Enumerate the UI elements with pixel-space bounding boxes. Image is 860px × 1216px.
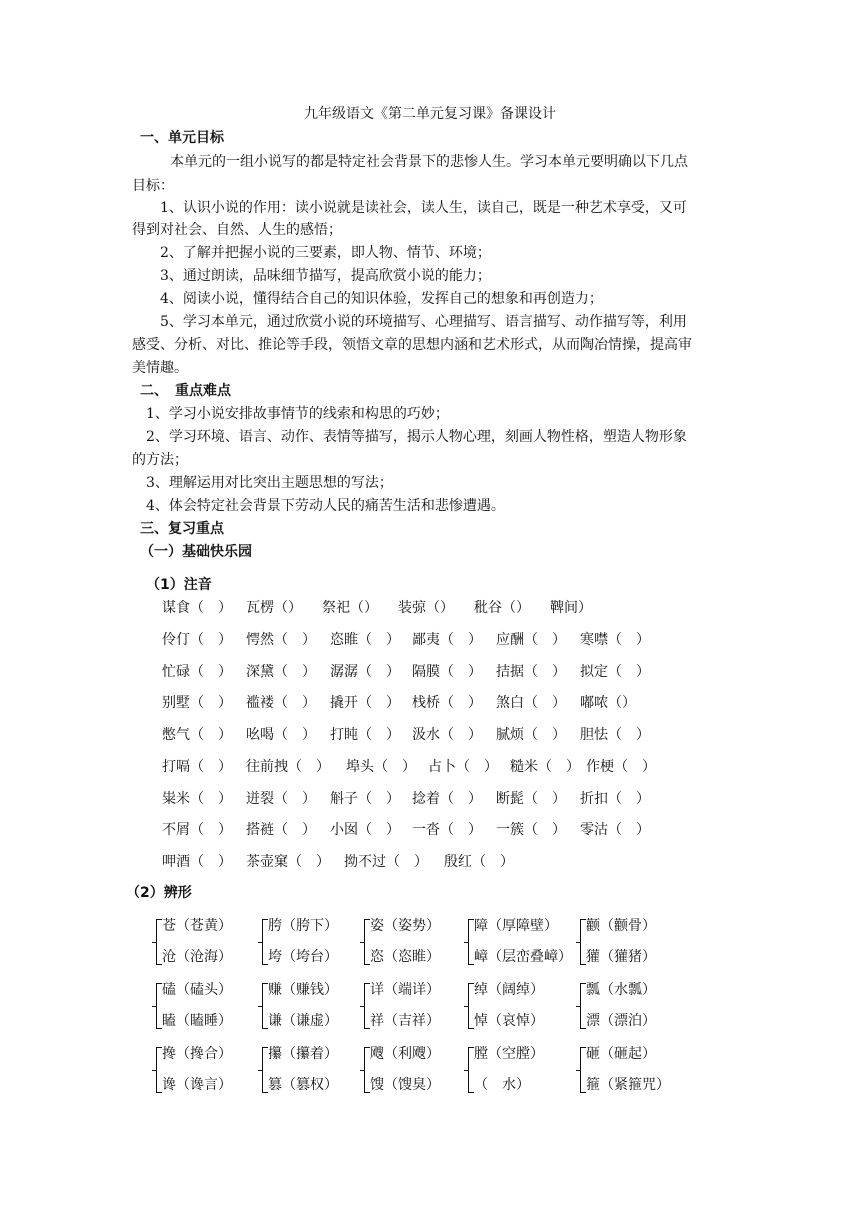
character-pair-item: 谦（谦虚） — [268, 1013, 338, 1029]
pinyin-item: 恣睢（ ） — [330, 632, 400, 648]
pinyin-item: 装弶（） — [398, 600, 454, 616]
pinyin-item: 一簇（ ） — [496, 822, 566, 838]
pinyin-item: 打嗝（ ） — [162, 759, 232, 775]
pinyin-item: 往前拽（ ） — [246, 759, 330, 775]
paragraph-line: 2、学习环境、语言、动作、表情等描写，揭示人物心理，刻画人物性格，塑造人物形象 — [146, 429, 687, 445]
character-pair-item: 胯（胯下） — [268, 918, 338, 934]
character-pair-item: 瞌（瞌睡） — [162, 1013, 232, 1029]
paragraph-line: 4、体会特定社会背景下劳动人民的痛苦生活和悲惨遭遇。 — [146, 498, 505, 514]
character-pair-item: 磕（磕头） — [162, 982, 232, 998]
pinyin-item: 隔膜（ ） — [412, 664, 482, 680]
character-pair-item: 砸（砸起） — [586, 1046, 656, 1062]
pinyin-item: 迸裂（ ） — [246, 791, 316, 807]
pinyin-item: 汲水（ ） — [412, 727, 482, 743]
pinyin-item: 潺潺（ ） — [330, 664, 400, 680]
pinyin-item: 栈桥（ ） — [412, 695, 482, 711]
character-pair-item: 飕（利飕） — [370, 1046, 440, 1062]
subsection-heading-basics: （一）基础快乐园 — [140, 544, 252, 560]
pinyin-item: 呷酒（ ） — [162, 854, 232, 870]
pinyin-item: 斛子（ ） — [330, 791, 400, 807]
character-pair-item: 瓢（水瓢） — [586, 982, 656, 998]
pinyin-item: 一沓（ ） — [412, 822, 482, 838]
paragraph-line: 本单元的一组小说写的都是特定社会背景下的悲惨人生。学习本单元要明确以下几点 — [170, 154, 688, 170]
character-pair-item: 详（端详） — [370, 982, 440, 998]
pinyin-item: 应酬（ ） — [496, 632, 566, 648]
pinyin-item: 作梗（ ） — [586, 759, 656, 775]
character-pair-item: 馊（馊臭） — [370, 1077, 440, 1093]
pinyin-item: 祭祀（） — [322, 600, 378, 616]
paragraph-line: 感受、分析、对比、推论等手段，领悟文章的思想内涵和艺术形式，从而陶冶情操，提高审 — [132, 337, 692, 353]
character-pair-item: 沧（沧海） — [162, 949, 232, 965]
pinyin-item: 小囡（ ） — [330, 822, 400, 838]
character-pair-item: 障（厚障壁） — [474, 918, 558, 934]
pinyin-item: 煞白（ ） — [496, 695, 566, 711]
pinyin-item: 腻烦（ ） — [496, 727, 566, 743]
character-pair-item: 赚（赚钱） — [268, 982, 338, 998]
pinyin-item: 拗不过（ ） — [344, 854, 428, 870]
pinyin-item: 打盹（ ） — [330, 727, 400, 743]
pinyin-item: 拟定（ ） — [580, 664, 650, 680]
pinyin-item: 寒噤（ ） — [580, 632, 650, 648]
pinyin-item: 拮据（ ） — [496, 664, 566, 680]
character-pair-item: 悼（哀悼） — [474, 1013, 544, 1029]
pinyin-item: 不屑（ ） — [162, 822, 232, 838]
section-heading-review: 三、复习重点 — [140, 521, 224, 537]
paragraph-line: 4、阅读小说，懂得结合自己的知识体验，发挥自己的想象和再创造力； — [160, 291, 603, 307]
character-pair-item: 颧（颧骨） — [586, 918, 656, 934]
character-pair-item: 谗（谗言） — [162, 1077, 232, 1093]
character-pair-item: 攥（攥着） — [268, 1046, 338, 1062]
pinyin-item: 深黛（ ） — [246, 664, 316, 680]
pinyin-item: 胆怯（ ） — [580, 727, 650, 743]
pinyin-item: 鄙夷（ ） — [412, 632, 482, 648]
pinyin-item: 愕然（ ） — [246, 632, 316, 648]
pinyin-item: 吆喝（ ） — [246, 727, 316, 743]
paragraph-line: 得到对社会、自然、人生的感悟； — [132, 222, 342, 238]
character-pair-item: 苍（苍黄） — [162, 918, 232, 934]
paragraph-line: 1、认识小说的作用：读小说就是读社会，读人生，读自己，既是一种艺术享受，又可 — [160, 200, 687, 216]
character-pair-item: 篡（篡权） — [268, 1077, 338, 1093]
section-heading-difficulties: 二、 重点难点 — [140, 383, 231, 399]
paragraph-line: 3、理解运用对比突出主题思想的写法； — [146, 475, 393, 491]
character-pair-item: 姿（姿势） — [370, 918, 440, 934]
pinyin-item: 憋气（ ） — [162, 727, 232, 743]
character-pair-item: 獾（獾猪） — [586, 949, 656, 965]
section-heading-goals: 一、单元目标 — [140, 130, 224, 146]
paragraph-line: 2、了解并把握小说的三要素，即人物、情节、环境； — [160, 245, 491, 261]
character-pair-item: （ 水） — [474, 1077, 530, 1093]
paragraph-line: 3、通过朗读，品味细节描写，提高欣赏小说的能力； — [160, 268, 491, 284]
pinyin-item: 占卜（ ） — [428, 759, 498, 775]
pinyin-item: 捻着（ ） — [412, 791, 482, 807]
pinyin-item: 糙米（ ） — [510, 759, 580, 775]
pinyin-item: 零沽（ ） — [580, 822, 650, 838]
paragraph-line: 美情趣。 — [132, 360, 188, 376]
pinyin-item: 嘟哝（） — [580, 695, 636, 711]
pinyin-item: 忙碌（ ） — [162, 664, 232, 680]
pinyin-item: 瓦楞（） — [246, 600, 302, 616]
character-pair-item: 祥（吉祥） — [370, 1013, 440, 1029]
paragraph-line: 目标： — [132, 178, 174, 194]
paragraph-line: 5、学习本单元，通过欣赏小说的环境描写、心理描写、语言描写、动作描写等，利用 — [160, 314, 687, 330]
pinyin-item: 伶仃（ ） — [162, 632, 232, 648]
pinyin-item: 撬开（ ） — [330, 695, 400, 711]
pinyin-item: 茶壶窠（ ） — [246, 854, 330, 870]
pinyin-item: 褴褛（ ） — [246, 695, 316, 711]
pinyin-item: 搭裢（ ） — [246, 822, 316, 838]
character-pair-item: 搀（搀合） — [162, 1046, 232, 1062]
pinyin-item: 别墅（ ） — [162, 695, 232, 711]
page-title: 九年级语文《第二单元复习课》备课设计 — [304, 106, 556, 122]
paragraph-line: 的方法； — [132, 452, 188, 468]
pinyin-item: 谋食（ ） — [162, 600, 232, 616]
character-pair-item: 嶂（层峦叠嶂） — [474, 949, 572, 965]
subsection-heading-characters: （2）辨形 — [126, 885, 192, 901]
character-pair-item: 箍（紧箍咒） — [586, 1077, 670, 1093]
character-pair-item: 垮（垮台） — [268, 949, 338, 965]
character-pair-item: 膛（空膛） — [474, 1046, 544, 1062]
pinyin-item: 秕谷（） — [474, 600, 530, 616]
pinyin-item: 折扣（ ） — [580, 791, 650, 807]
pinyin-item: 粜米（ ） — [162, 791, 232, 807]
pinyin-item: 殷红（ ） — [444, 854, 514, 870]
character-pair-item: 恣（恣睢） — [370, 949, 440, 965]
paragraph-line: 1、学习小说安排故事情节的线索和构思的巧妙； — [146, 406, 449, 422]
pinyin-item: 断髭（ ） — [496, 791, 566, 807]
pinyin-item: 埠头（ ） — [346, 759, 416, 775]
character-pair-item: 漂（漂泊） — [586, 1013, 656, 1029]
pinyin-item: 鞞间） — [550, 600, 592, 616]
character-pair-item: 绰（阔绰） — [474, 982, 544, 998]
subsection-heading-pinyin: （1）注音 — [146, 577, 212, 593]
